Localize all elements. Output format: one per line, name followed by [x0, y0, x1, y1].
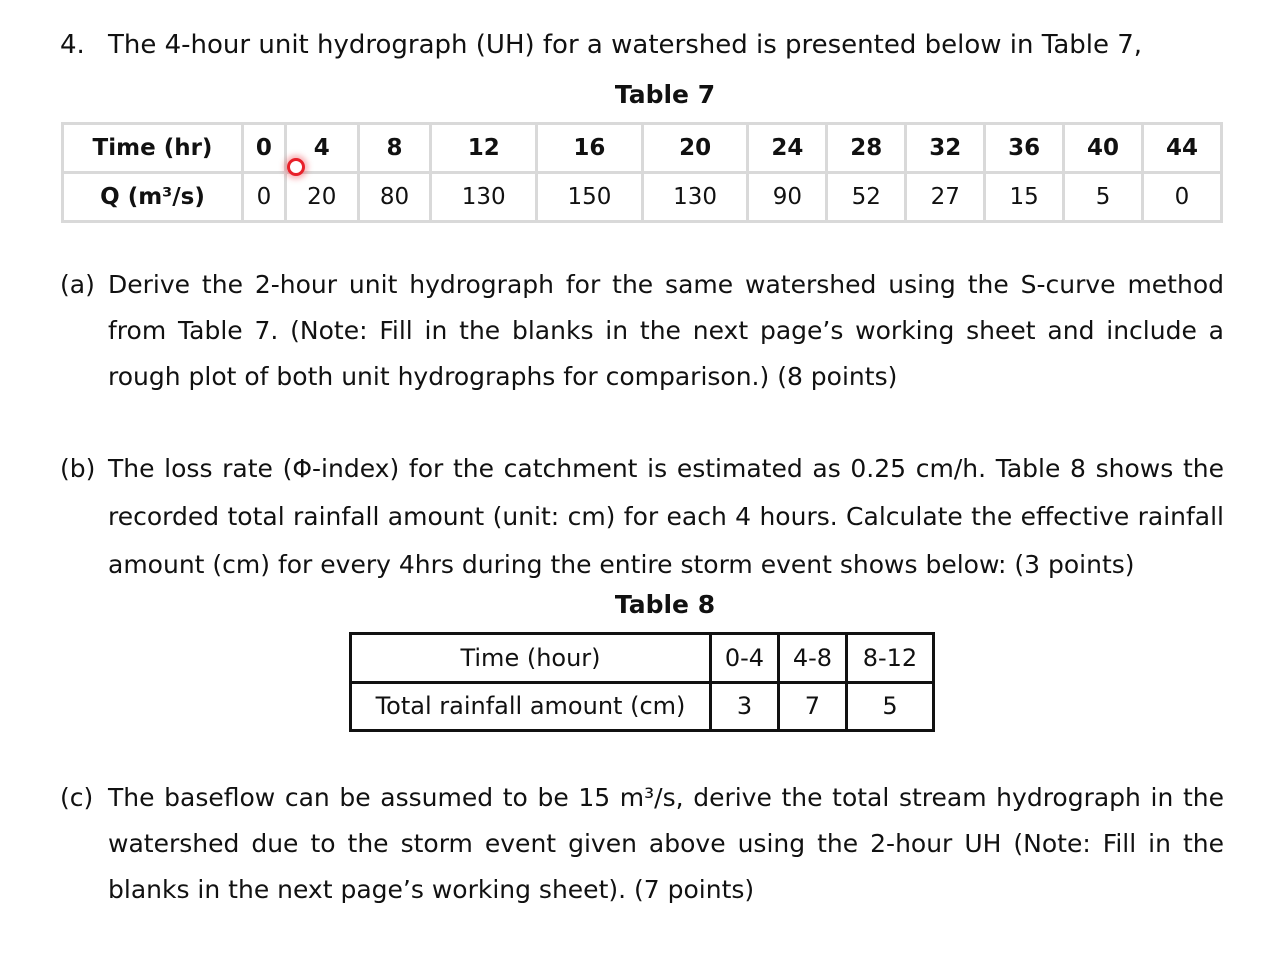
table7-time-cell: 8	[358, 124, 431, 173]
part-a-label: (a)	[60, 270, 95, 299]
part-b-label: (b)	[60, 454, 96, 483]
part-c-text: The baseflow can be assumed to be 15 m³/s, derive the total stream hydrograph in the watershed due to the storm event given above using the 2-hour UH (Note: Fill in the blanks in the next page’s working sheet). (7 points)	[108, 783, 1224, 904]
table7-q-cell: 150	[537, 173, 643, 222]
table7-q-cell: 80	[358, 173, 431, 222]
table7-time-cell: 0	[243, 124, 286, 173]
table7-q-cell: 0	[243, 173, 286, 222]
table7-q-cell: 130	[431, 173, 537, 222]
table7-q-row	[63, 173, 1222, 222]
table7-q-cell: 52	[827, 173, 906, 222]
table7-time-cell: 32	[906, 124, 985, 173]
table7-time-cell: 16	[537, 124, 643, 173]
table7-time-cell: 20	[642, 124, 748, 173]
table7-time-label: Time (hr)	[63, 124, 243, 173]
table7-q-cell: 90	[748, 173, 827, 222]
table7-time-cell: 4	[285, 124, 358, 173]
question-number: 4.	[60, 30, 85, 60]
part-c-label: (c)	[60, 783, 94, 812]
question-heading	[60, 30, 1142, 60]
table7-time-cell: 44	[1142, 124, 1221, 173]
table7-q-cell: 0	[1142, 173, 1221, 222]
table8-caption: Table 8	[614, 590, 716, 619]
table8-interval-cell: 4-8	[778, 634, 846, 683]
question-intro: The 4-hour unit hydrograph (UH) for a watershed is presented below in Table 7,	[108, 30, 1143, 60]
table8-rainfall-row	[351, 682, 934, 731]
part-a	[60, 262, 1224, 400]
cursor-indicator-icon	[287, 158, 305, 176]
table7-q-label: Q (m³/s)	[63, 173, 243, 222]
table7-time-cell: 28	[827, 124, 906, 173]
table7-time-row	[63, 124, 1222, 173]
table8-rainfall	[349, 632, 935, 732]
table7-q-cell: 27	[906, 173, 985, 222]
part-c	[60, 775, 1224, 913]
table8-rainfall-label: Total rainfall amount (cm)	[351, 682, 711, 731]
table7-time-cell: 40	[1064, 124, 1143, 173]
table7-unit-hydrograph	[61, 122, 1223, 223]
table8-interval-cell: 8-12	[846, 634, 933, 683]
table7-q-cell: 20	[285, 173, 358, 222]
table7-time-cell: 12	[431, 124, 537, 173]
part-b	[60, 445, 1224, 589]
part-a-text: Derive the 2-hour unit hydrograph for the same watershed using the S-curve method from Table 7. (Note: Fill in the blanks in the next page’s working sheet and include a rough plot of both unit hydrographs for comparison.) (8 points)	[108, 270, 1224, 391]
part-b-text: The loss rate (Φ-index) for the catchment is estimated as 0.25 cm/h. Table 8 shows the recorded total rainfall amount (unit: cm) for each 4 hours. Calculate the effective rainfall amount (cm) for every 4hrs during the entire storm event shows below: (3 points)	[108, 454, 1224, 579]
table8-rainfall-cell: 7	[778, 682, 846, 731]
table7-caption: Table 7	[614, 80, 716, 109]
table7-q-cell: 15	[985, 173, 1064, 222]
table8-time-label: Time (hour)	[351, 634, 711, 683]
table7-time-cell: 24	[748, 124, 827, 173]
table7-q-cell: 5	[1064, 173, 1143, 222]
table8-rainfall-cell: 5	[846, 682, 933, 731]
table7-q-cell: 130	[642, 173, 748, 222]
table8-rainfall-cell: 3	[711, 682, 779, 731]
table8-time-row	[351, 634, 934, 683]
table8-interval-cell: 0-4	[711, 634, 779, 683]
table7-time-cell: 36	[985, 124, 1064, 173]
